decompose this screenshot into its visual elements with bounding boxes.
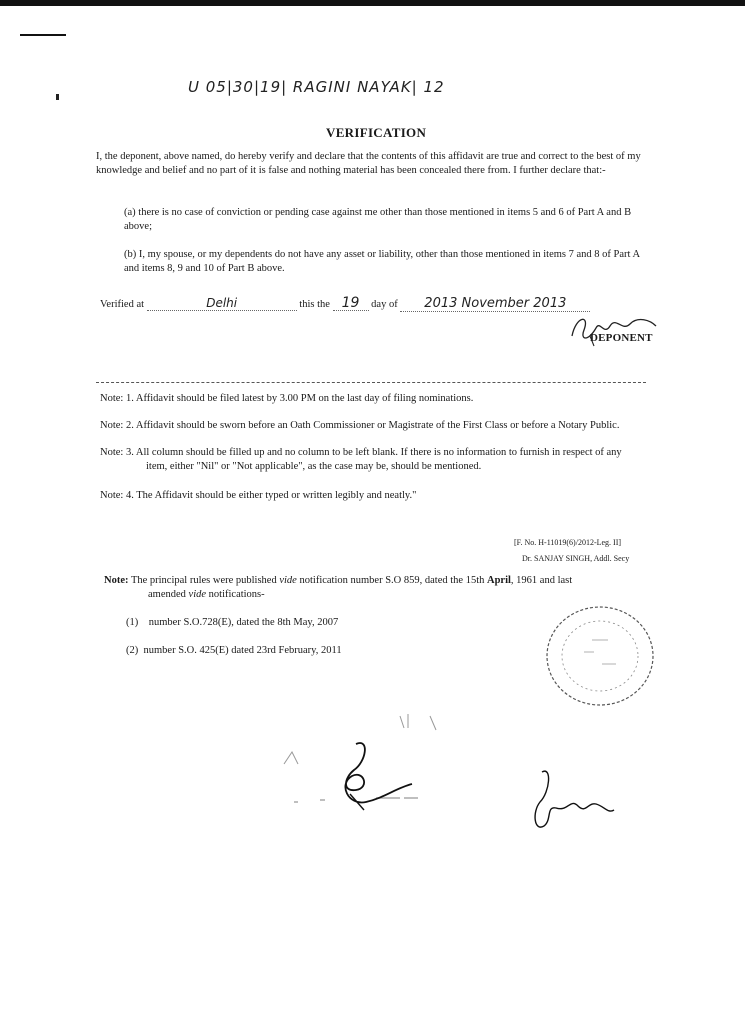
verified-at-label: Verified at [100, 299, 145, 310]
intro-paragraph: I, the deponent, above named, do hereby verify and declare that the contents of this affidavit are true and correct to the best of my knowledge and belief and no part of it is false and nothing material has been concealed there from. I further declare that:- [96, 151, 641, 176]
note-1: Note: 1. Affidavit should be filed latest by 3.00 PM on the last day of filing nominations. [100, 393, 474, 404]
verified-place: Delhi [147, 296, 297, 311]
margin-dash [20, 34, 66, 36]
rules-note-line2-b: notifications- [208, 589, 265, 600]
rules-note-label: Note: [104, 575, 129, 586]
rules-note-april: April [487, 575, 511, 586]
clause-b: (b) I, my spouse, or my dependents do not have any asset or liability, other than those mentioned in items 7 and 8 of Part A and items 8, 9 and 10 of Part B above. [124, 249, 640, 274]
deponent-signature [560, 306, 670, 352]
handwritten-reference: U 05|30|19| RAGINI NAYAK| 12 [188, 78, 445, 96]
rules-note-text-a: The principal rules were published [130, 575, 277, 586]
rules-note-line2-a: amended [148, 589, 186, 600]
page-title: VERIFICATION [326, 125, 427, 140]
verified-month-year: 2013 November 2013 [400, 297, 590, 312]
notary-signature [326, 736, 426, 818]
dashed-separator [96, 382, 646, 383]
rules-note-vide: vide [279, 575, 297, 586]
notary-seal [544, 604, 656, 708]
day-of-label: day of [371, 299, 398, 310]
amendment-1: (1) number S.O.728(E), dated the 8th May, 2007 [126, 617, 339, 628]
note-2: Note: 2. Affidavit should be sworn before an Oath Commissioner or Magistrate of the First Class or before a Notary Public. [100, 420, 620, 431]
margin-speck [56, 94, 59, 100]
rules-note-line2-vide: vide [188, 589, 207, 600]
note-3: Note: 3. All column should be filled up and no column to be left blank. If there is no information to furnish in respect of any item, either "Nil" or "Not applicable", as the case may be, should be mentioned. [100, 447, 622, 472]
rules-note [104, 574, 649, 602]
notes-block [100, 392, 645, 503]
rules-note-text-b: notification number S.O 859, dated the 15th [299, 575, 485, 586]
clause-a: (a) there is no case of conviction or pending case against me other than those mentioned in items 5 and 6 of Part A and B above; [124, 207, 632, 232]
this-the-label: this the [299, 299, 330, 310]
verified-day: 19 [333, 296, 369, 311]
amendment-2: (2) number S.O. 425(E) dated 23rd February, 2011 [126, 645, 342, 656]
note-4: Note: 4. The Affidavit should be either typed or written legibly and neatly." [100, 490, 417, 501]
deponent-label: DEPONENT [590, 332, 653, 344]
attestation-signature [516, 762, 620, 842]
officer-name: Dr. SANJAY SINGH, Addl. Secy [522, 554, 630, 563]
rules-note-text-c: , 1961 and last [510, 575, 573, 586]
file-number: [F. No. H-11019(6)/2012-Leg. II] [514, 538, 622, 547]
